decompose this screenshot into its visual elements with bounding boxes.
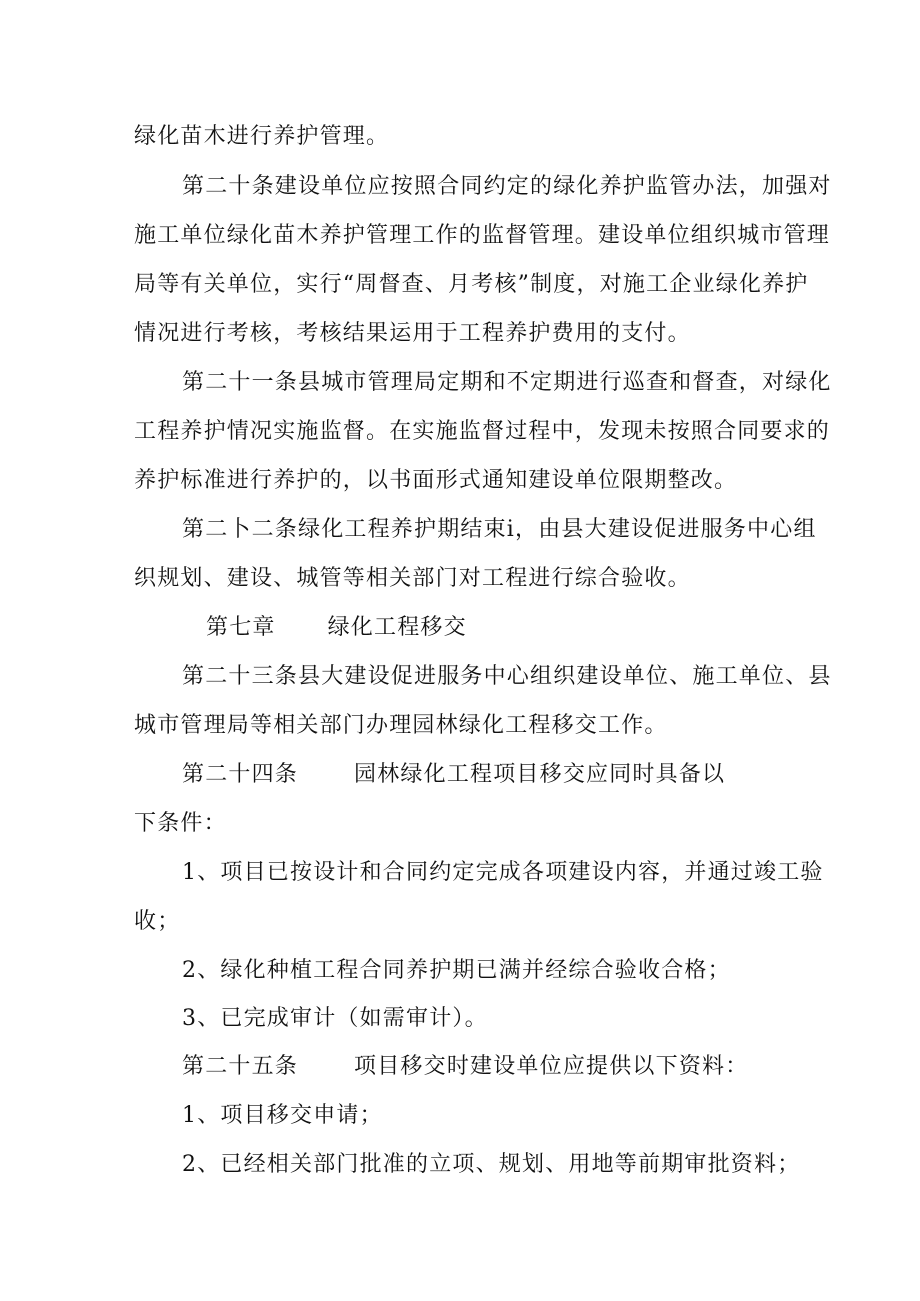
paragraph-line: 第二十三条县大建设促进服务中心组织建设单位、施工单位、县: [182, 664, 832, 689]
chapter-title: 绿化工程移交: [327, 615, 467, 640]
paragraph-line: 第二十一条县城市管理局定期和不定期进行巡查和督查，对绿化: [182, 370, 832, 395]
article-number: 第二十五条: [182, 1054, 299, 1079]
paragraph-line: 工程养护情况实施监督。在实施监督过程中，发现未按照合同要求的: [134, 419, 831, 444]
paragraph-line: 施工单位绿化苗木养护管理工作的监督管理。建设单位组织城市管理: [134, 223, 831, 248]
list-item: 2、已经相关部门批准的立项、规划、用地等前期审批资料；: [182, 1152, 801, 1177]
paragraph-line: 下条件：: [134, 811, 227, 836]
paragraph-line: 情况进行考核，考核结果运用于工程养护费用的支付。: [134, 321, 691, 346]
chapter-heading: [206, 613, 467, 643]
list-item: 1、项目已按设计和合同约定完成各项建设内容，并通过竣工验: [182, 860, 824, 885]
article-number: 第二十四条: [182, 762, 299, 787]
paragraph-line: 养护标准进行养护的，以书面形式通知建设单位限期整改。: [134, 468, 738, 493]
article-text: 园林绿化工程项目移交应同时具备以: [354, 762, 726, 787]
article-heading: [182, 760, 725, 790]
list-item: 3、已完成审计（如需审计）。: [182, 1006, 488, 1031]
paragraph-line: 局等有关单位，实行“周督查、月考核”制度，对施工企业绿化养护: [134, 272, 809, 297]
paragraph-line: 第二卜二条绿化工程养护期结束i，由县大建设促进服务中心组: [182, 517, 817, 542]
paragraph-line: 第二十条建设单位应按照合同约定的绿化养护监管办法，加强对: [182, 174, 832, 199]
paragraph-line: 织规划、建设、城管等相关部门对工程进行综合验收。: [134, 566, 691, 591]
list-item: 2、绿化种植工程合同养护期已满并经综合验收合格；: [182, 958, 731, 983]
list-item-continuation: 收；: [134, 909, 181, 934]
article-text: 项目移交时建设单位应提供以下资料：: [354, 1054, 749, 1079]
article-heading: [182, 1052, 748, 1082]
paragraph-line: 城市管理局等相关部门办理园林绿化工程移交工作。: [134, 713, 668, 738]
paragraph-line: 绿化苗木进行养护管理。: [134, 124, 390, 149]
list-item: 1、项目移交申请；: [182, 1103, 383, 1128]
chapter-number: 第七章: [206, 615, 276, 640]
